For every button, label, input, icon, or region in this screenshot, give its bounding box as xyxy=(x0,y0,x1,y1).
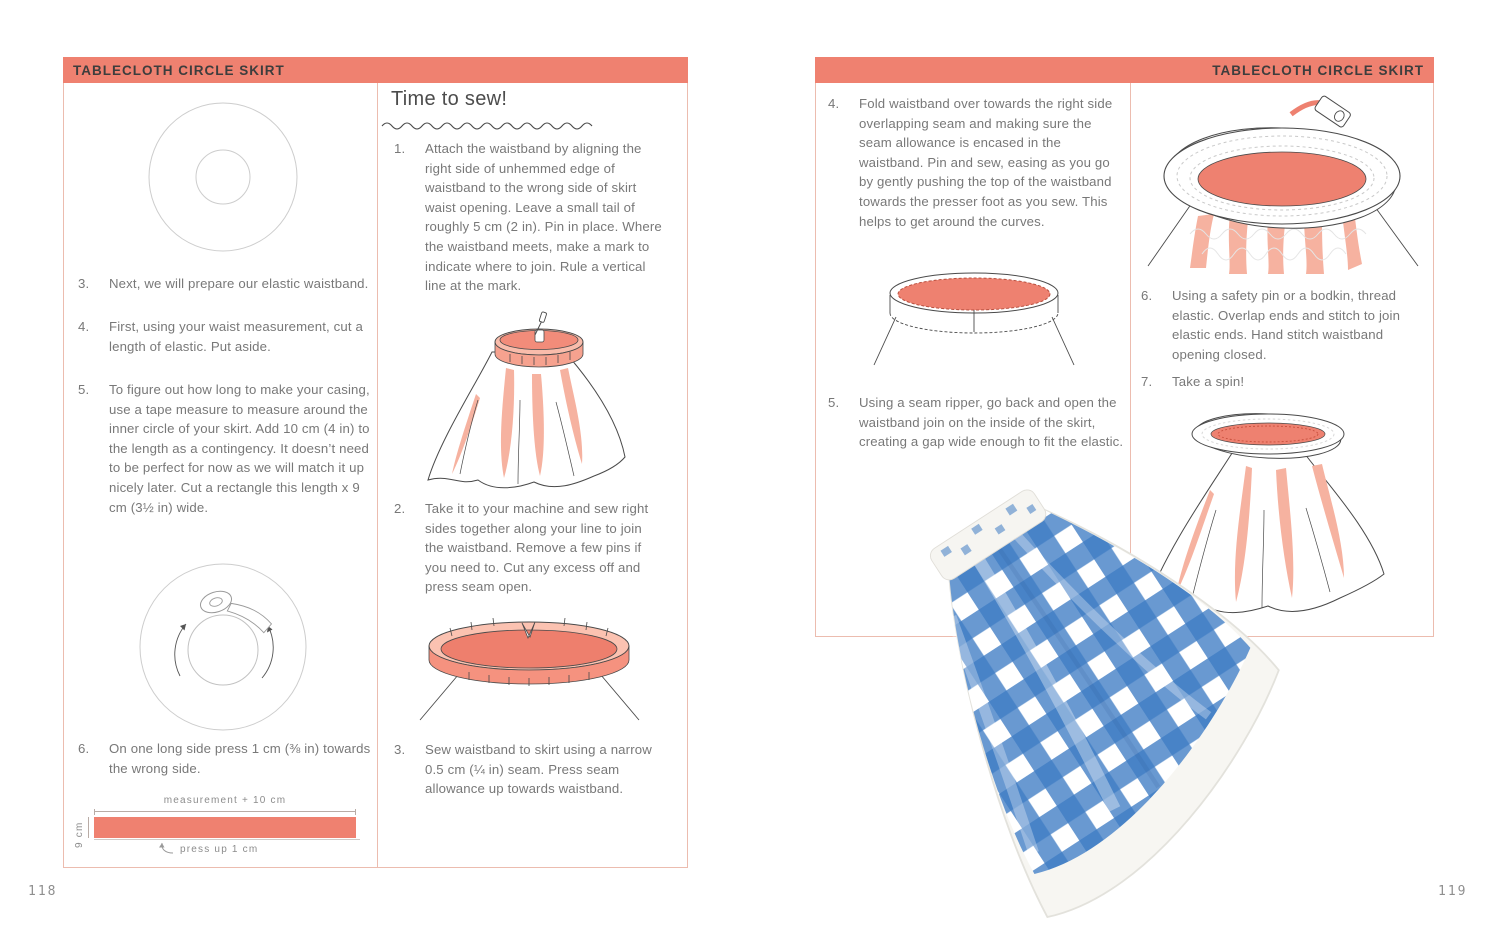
circle-pattern-diagram xyxy=(138,93,308,261)
curved-arrow-icon xyxy=(158,841,176,855)
step-text: Attach the waistband by aligning the right side of unhemmed edge of waistband to the wrong side of skirt waist opening. Leave a small tail of roughly 5 cm (2 in). Pin in place. Where the waistband meets, make a mark to indicate where to join. Rule a vertical line at the mark. xyxy=(425,141,662,294)
step-number: 7. xyxy=(1141,374,1153,389)
list-item xyxy=(78,739,374,778)
step-text: Take it to your machine and sew right sides together along your line to join the waistband. Remove a few pins if you need to. Cut any excess off and press seam open. xyxy=(425,501,649,595)
step-number: 4. xyxy=(78,319,90,334)
skirt-gingham-body xyxy=(867,476,1282,882)
list-item xyxy=(828,393,1124,452)
left-page-header-bar xyxy=(63,57,688,83)
pinned-waistband-skirt-illustration xyxy=(414,302,642,494)
tape-measure-diagram xyxy=(128,558,318,738)
step-text: On one long side press 1 cm (⅜ in) towards the wrong side. xyxy=(109,741,371,776)
step-number: 6. xyxy=(78,741,90,756)
page-title: TABLECLOTH CIRCLE SKIRT xyxy=(73,62,285,78)
step-text: Using a seam ripper, go back and open the waistband join on the inside of the skirt, creating a gap wide enough to fit the elastic. xyxy=(859,395,1124,450)
step-text: Next, we will prepare our elastic waistband. xyxy=(109,276,369,291)
step-text: Take a spin! xyxy=(1172,374,1245,389)
folded-waistband-illustration xyxy=(868,263,1080,383)
list-item xyxy=(1141,372,1419,392)
step-number: 3. xyxy=(78,276,90,291)
page-number: 119 xyxy=(1438,884,1468,899)
step-number: 6. xyxy=(1141,288,1153,303)
height-bracket xyxy=(88,817,92,838)
section-heading: Time to sew! xyxy=(391,88,508,110)
step-text: Sew waistband to skirt using a narrow 0.5 cm (¼ in) seam. Press seam allowance up towards waistband. xyxy=(425,742,652,797)
wavy-underline xyxy=(381,120,599,130)
step-text: Using a safety pin or a bodkin, thread elastic. Overlap ends and stitch to join elastic ends. Hand stitch waistband opening closed. xyxy=(1172,288,1401,362)
press-edge-line xyxy=(94,839,360,840)
step-text: To figure out how long to make your casing, use a tape measure to measure around the inner circle of your skirt. Add 10 cm (4 in) to the length as a contingency. It doesn’t need to be perfect for now as we will match it up nicely later. Cut a rectangle this length x 9 cm (3½ in) wide. xyxy=(109,382,370,515)
step-number: 3. xyxy=(394,742,406,757)
list-item xyxy=(78,317,372,356)
page-number: 118 xyxy=(28,884,58,899)
step-number: 4. xyxy=(828,96,840,111)
step-number: 1. xyxy=(394,141,406,156)
waistband-seam-illustration xyxy=(412,608,647,728)
gathered-waistband-illustration xyxy=(1138,84,1428,276)
list-item xyxy=(394,499,664,597)
casing-top-label: measurement + 10 cm xyxy=(163,795,287,806)
list-item xyxy=(78,380,374,517)
casing-bottom-label: press up 1 cm xyxy=(180,844,259,855)
step-number: 5. xyxy=(78,382,90,397)
gingham-skirt-photo xyxy=(850,476,1282,946)
page-title: TABLECLOTH CIRCLE SKIRT xyxy=(1212,62,1424,78)
step-text: First, using your waist measurement, cut a length of elastic. Put aside. xyxy=(109,319,364,354)
casing-side-label: 9 cm xyxy=(74,821,85,848)
list-item xyxy=(78,274,372,294)
list-item xyxy=(394,740,662,799)
right-page-header-bar xyxy=(815,57,1434,83)
casing-strip xyxy=(94,817,356,838)
step-number: 2. xyxy=(394,501,406,516)
left-page xyxy=(63,57,688,868)
list-item xyxy=(1141,286,1419,364)
column-divider xyxy=(377,83,378,867)
list-item xyxy=(828,94,1122,231)
step-text: Fold waistband over towards the right side overlapping seam and making sure the seam allowance is encased in the waistband. Pin and sew, easing as you go by gently pushing the top of the waistband towards the presser foot as you sew. This helps to get around the curves. xyxy=(859,96,1113,229)
step-number: 5. xyxy=(828,395,840,410)
list-item xyxy=(394,139,662,296)
